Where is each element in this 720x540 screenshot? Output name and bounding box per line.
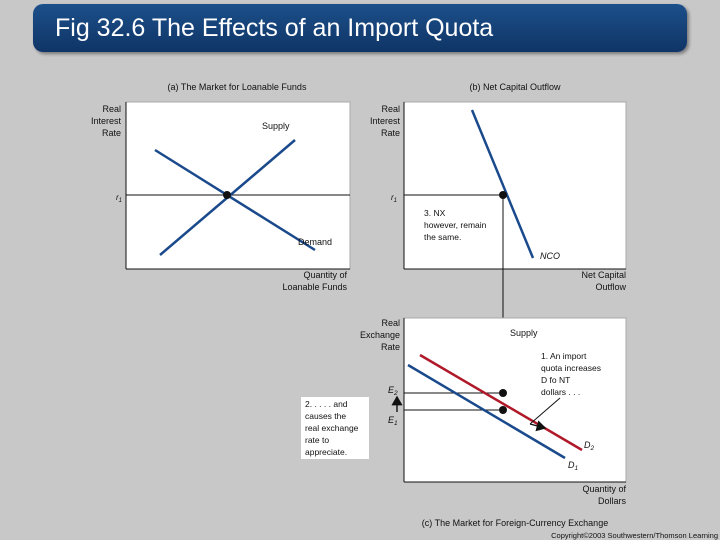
panel-b-rate-tick: $r_1$ <box>391 193 398 204</box>
svg-text:Net Capital: Net Capital <box>581 270 626 280</box>
svg-text:Real: Real <box>381 104 400 114</box>
panel-a-title: (a) The Market for Loanable Funds <box>167 82 307 92</box>
panel-a-supply-label: Supply <box>262 121 290 131</box>
svg-text:the same.: the same. <box>424 232 462 242</box>
svg-text:Dollars: Dollars <box>597 496 626 506</box>
svg-text:appreciate.: appreciate. <box>305 447 348 457</box>
panel-a-rate-tick: $r_1$ <box>116 193 123 204</box>
panel-b-ylabel <box>370 104 401 138</box>
panel-c-xlabel <box>582 484 626 506</box>
svg-text:dollars . . .: dollars . . . <box>541 387 581 397</box>
panel-c-e2-label: $E_2$ <box>388 385 398 397</box>
panel-c-d1-label: $D_1$ <box>568 460 579 472</box>
svg-text:Exchange: Exchange <box>359 330 400 340</box>
panel-c-plot-area <box>404 318 626 482</box>
panel-c-point-e2 <box>499 389 507 397</box>
svg-text:Real: Real <box>381 318 400 328</box>
panel-b-plot-area <box>404 102 626 269</box>
svg-text:Interest: Interest <box>90 116 121 126</box>
panel-b-title: (b) Net Capital Outflow <box>469 82 561 92</box>
copyright: Copyright©2003 Southwestern/Thomson Learning <box>551 531 718 540</box>
svg-text:Quantity of: Quantity of <box>303 270 347 280</box>
svg-text:rate to: rate to <box>305 435 330 445</box>
panel-b-xlabel <box>581 270 626 292</box>
svg-text:quota increases: quota increases <box>541 363 602 373</box>
panel-a-equilibrium-point <box>223 191 231 199</box>
panel-c-ylabel <box>360 318 400 352</box>
svg-text:Rate: Rate <box>380 128 400 138</box>
svg-text:real exchange: real exchange <box>305 423 359 433</box>
svg-text:3. NX: 3. NX <box>424 208 446 218</box>
page-title: Fig 32.6 The Effects of an Import Quota <box>55 14 494 42</box>
svg-text:Rate: Rate <box>101 128 121 138</box>
panel-c-d2-label: $D_2$ <box>584 440 595 452</box>
panel-b-nco-label: NCO <box>540 251 560 261</box>
panel-a-demand-label: Demand <box>298 237 333 247</box>
panel-c-point-e1 <box>499 406 507 414</box>
svg-text:Rate: Rate <box>380 342 400 352</box>
svg-text:1. An import: 1. An import <box>541 351 587 361</box>
svg-text:causes the: causes the <box>305 411 347 421</box>
svg-text:Loanable Funds: Loanable Funds <box>282 282 347 292</box>
svg-text:Real: Real <box>102 104 121 114</box>
panel-a-ylabel <box>91 104 122 138</box>
svg-text:Quantity of: Quantity of <box>582 484 626 494</box>
panel-a-xlabel <box>282 270 347 292</box>
svg-text:Outflow: Outflow <box>595 282 626 292</box>
svg-text:Interest: Interest <box>369 116 400 126</box>
svg-text:however, remain: however, remain <box>424 220 487 230</box>
panel-c-e1-label: $E_1$ <box>388 415 398 427</box>
svg-text:2. . . . . and: 2. . . . . and <box>305 399 348 409</box>
panel-c-supply-label: Supply <box>510 328 538 338</box>
panel-c-title: (c) The Market for Foreign-Currency Exchange <box>421 518 609 528</box>
svg-text:D fo NT: D fo NT <box>541 375 571 385</box>
